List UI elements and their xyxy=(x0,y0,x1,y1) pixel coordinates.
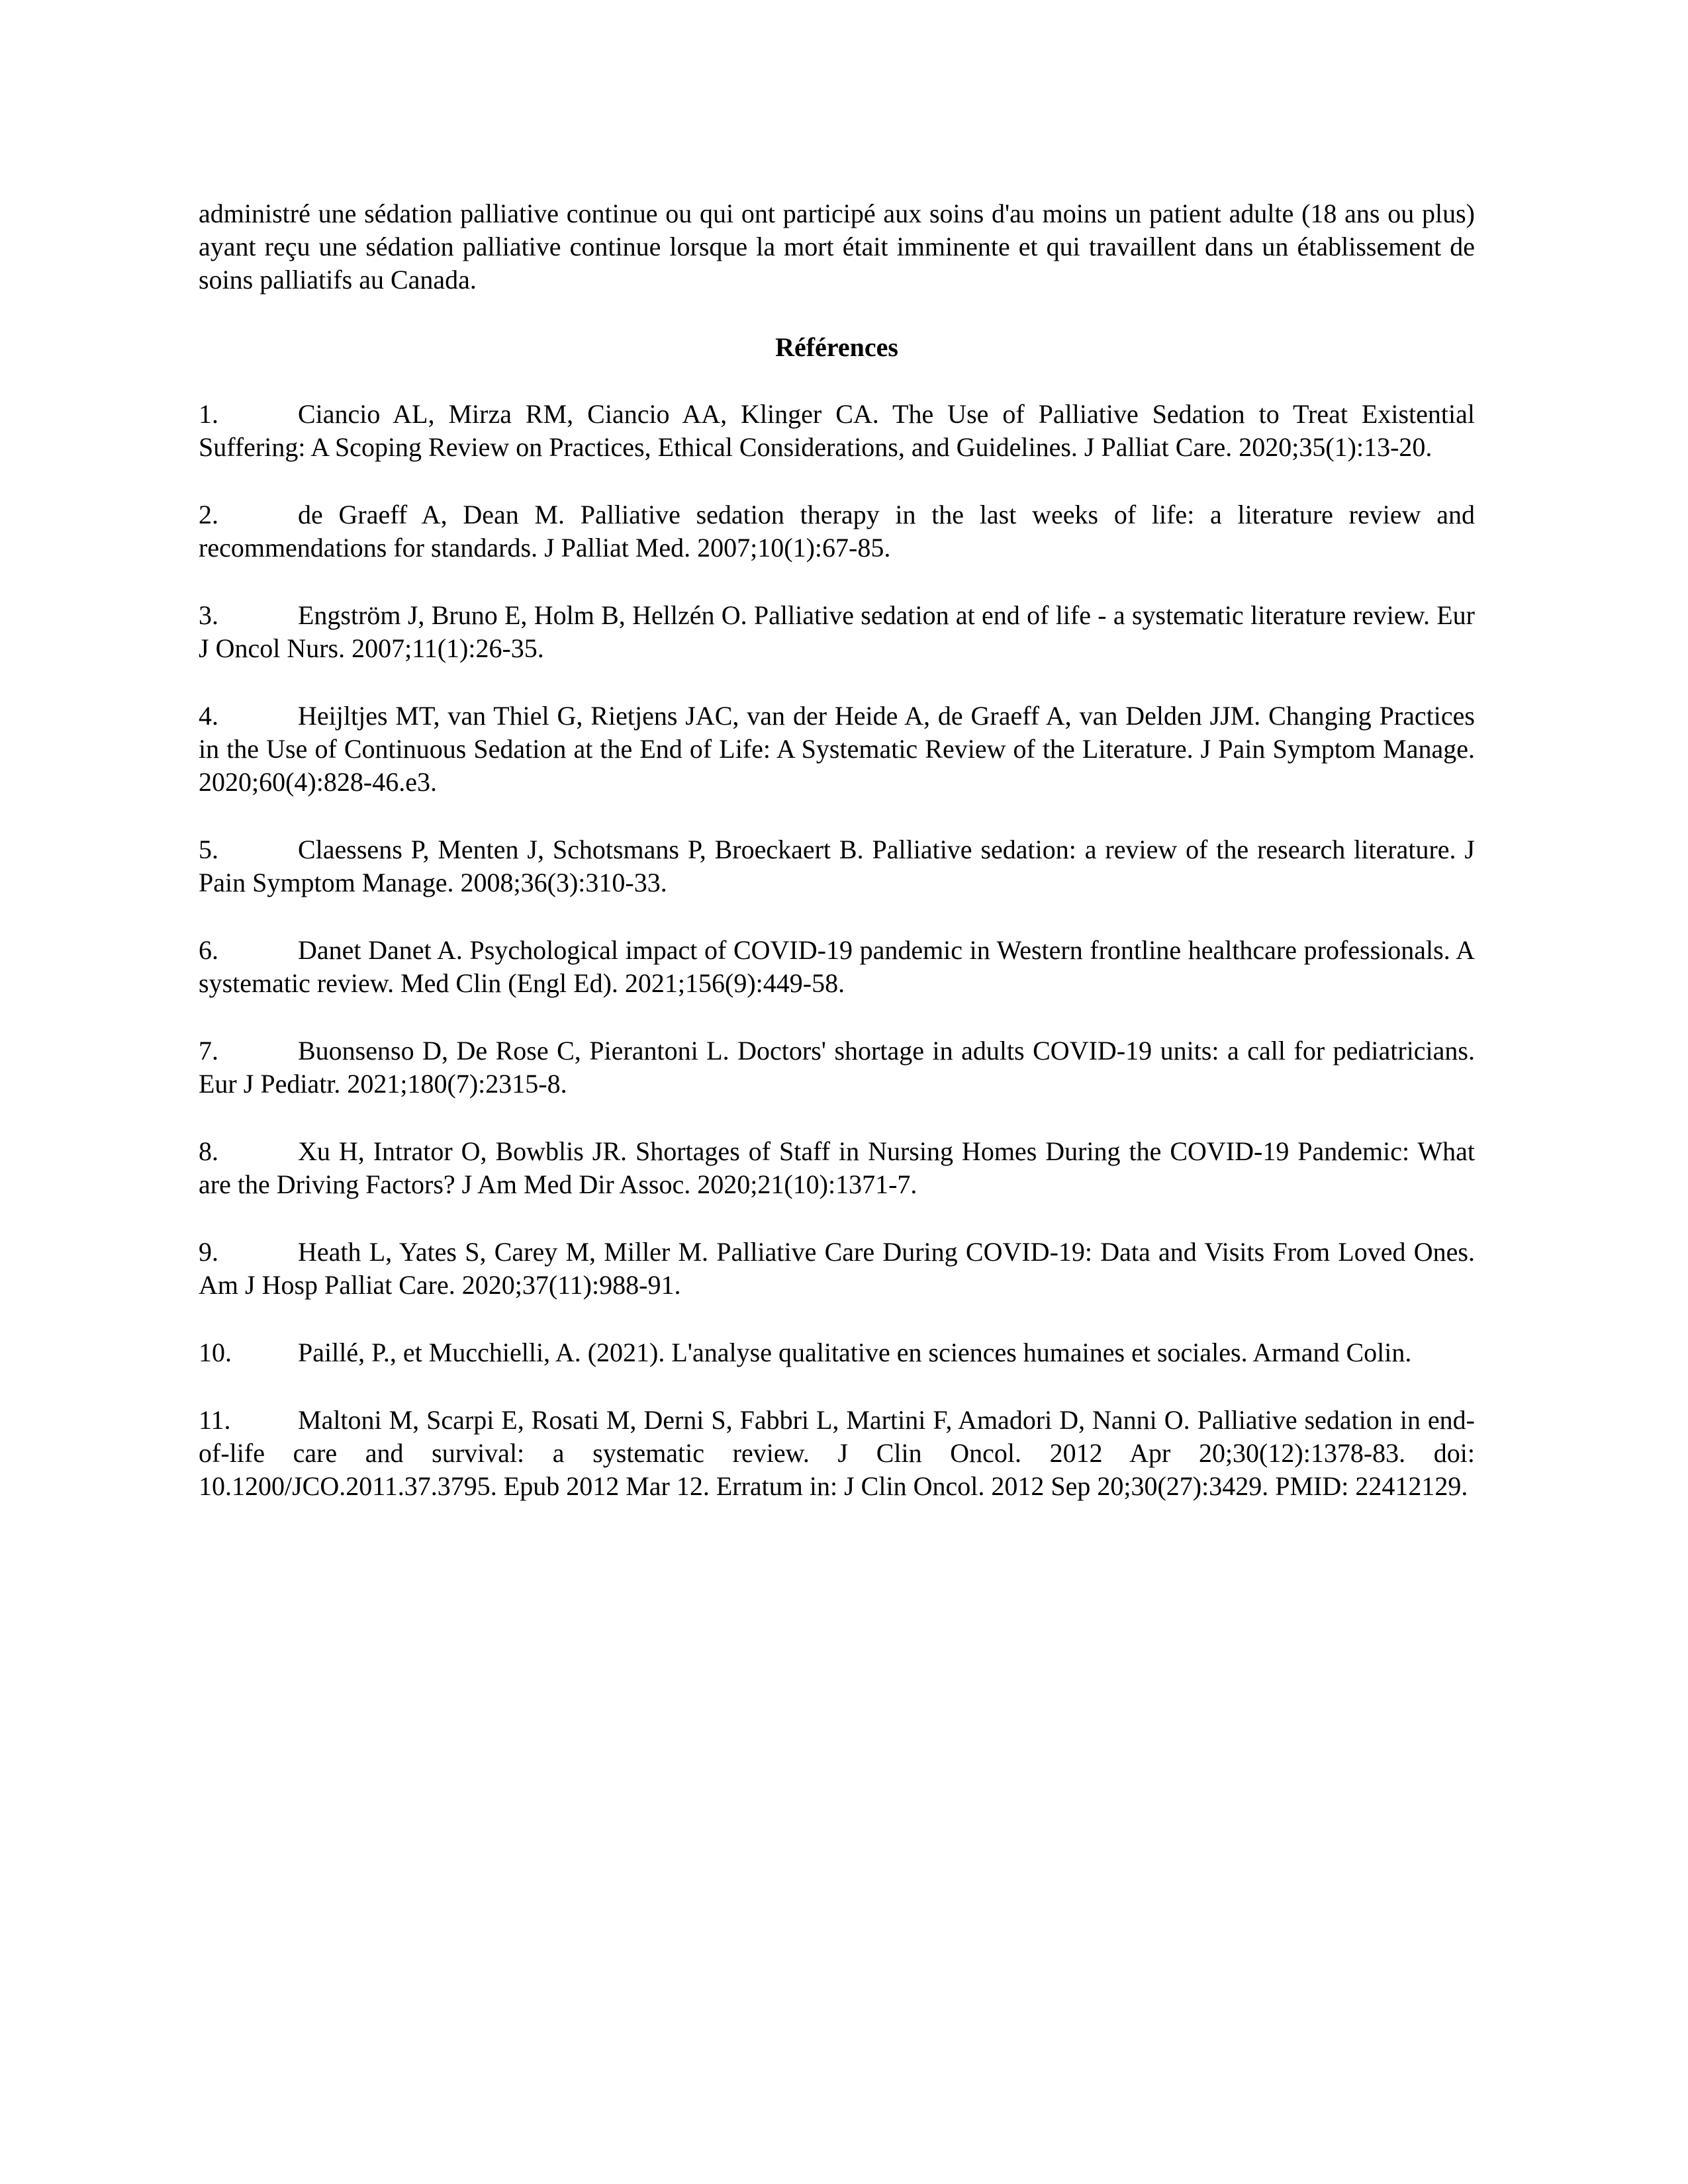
reference-item xyxy=(199,700,1475,799)
reference-text: Ciancio AL, Mirza RM, Ciancio AA, Klinger CA. The Use of Palliative Sedation to Treat Existential Suffering: A Scoping Review on Practices, Ethical Considerations, and Guidelines. J Palliat Care. 2020;35(1):13-20. xyxy=(199,399,1475,462)
references-list xyxy=(199,398,1475,1503)
intro-paragraph: administré une sédation palliative continue ou qui ont participé aux soins d'au moins un patient adulte (18 ans ou plus) ayant reçu une sédation palliative continue lorsque la mort était imminente et qui travaillent dans un établissement de soins palliatifs au Canada. xyxy=(199,199,1475,295)
reference-item xyxy=(199,398,1475,464)
reference-number: 7. xyxy=(199,1036,218,1066)
references-heading: Références xyxy=(775,332,898,362)
reference-text: Maltoni M, Scarpi E, Rosati M, Derni S, Fabbri L, Martini F, Amadori D, Nanni O. Palliative sedation in end-of-life care and survival: a systematic review. J Clin Oncol. 2012 Apr 20;30(12):1378-83. doi: 10.1200/JCO.2011.37.3795. Epub 2012 Mar 12. Erratum in: J Clin Oncol. 2012 Sep 20;30(27):3429. PMID: 22412129. xyxy=(199,1405,1475,1501)
reference-text: Danet Danet A. Psychological impact of COVID-19 pandemic in Western frontline healthcare professionals. A systematic review. Med Clin (Engl Ed). 2021;156(9):449-58. xyxy=(199,935,1475,998)
reference-number: 11. xyxy=(199,1405,231,1435)
reference-number: 2. xyxy=(199,500,218,529)
reference-number: 1. xyxy=(199,399,218,429)
reference-number: 3. xyxy=(199,600,218,630)
reference-item xyxy=(199,1236,1475,1302)
reference-number: 10. xyxy=(199,1338,232,1367)
reference-item xyxy=(199,599,1475,665)
reference-number: 5. xyxy=(199,835,218,864)
reference-text: de Graeff A, Dean M. Palliative sedation therapy in the last weeks of life: a literature review and recommendations for standards. J Palliat Med. 2007;10(1):67-85. xyxy=(199,500,1475,563)
reference-text: Heath L, Yates S, Carey M, Miller M. Palliative Care During COVID-19: Data and Visits From Loved Ones. Am J Hosp Palliat Care. 2020;37(11):988-91. xyxy=(199,1237,1475,1300)
reference-number: 4. xyxy=(199,701,218,731)
reference-item xyxy=(199,1336,1475,1369)
reference-text: Paillé, P., et Mucchielli, A. (2021). L'analyse qualitative en sciences humaines et sociales. Armand Colin. xyxy=(298,1338,1412,1367)
reference-number: 9. xyxy=(199,1237,218,1267)
reference-text: Claessens P, Menten J, Schotsmans P, Broeckaert B. Palliative sedation: a review of the research literature. J Pain Symptom Manage. 2008;36(3):310-33. xyxy=(199,835,1475,897)
reference-item xyxy=(199,934,1475,1000)
reference-item xyxy=(199,1404,1475,1503)
reference-text: Engström J, Bruno E, Holm B, Hellzén O. Palliative sedation at end of life - a systematic literature review. Eur J Oncol Nurs. 2007;11(1):26-35. xyxy=(199,600,1475,663)
reference-text: Heijltjes MT, van Thiel G, Rietjens JAC, van der Heide A, de Graeff A, van Delden JJM. Changing Practices in the Use of Continuous Sedation at the End of Life: A Systematic Review of the Literature. J Pain Symptom Manage. 2020;60(4):828-46.e3. xyxy=(199,701,1475,797)
reference-number: 6. xyxy=(199,935,218,965)
reference-item xyxy=(199,498,1475,565)
reference-text: Buonsenso D, De Rose C, Pierantoni L. Doctors' shortage in adults COVID-19 units: a call for pediatricians. Eur J Pediatr. 2021;180(7):2315-8. xyxy=(199,1036,1475,1099)
reference-item xyxy=(199,1135,1475,1201)
document-page xyxy=(199,197,1475,1537)
reference-text: Xu H, Intrator O, Bowblis JR. Shortages of Staff in Nursing Homes During the COVID-19 Pandemic: What are the Driving Factors? J Am Med Dir Assoc. 2020;21(10):1371-7. xyxy=(199,1136,1475,1199)
reference-item xyxy=(199,1034,1475,1101)
reference-number: 8. xyxy=(199,1136,218,1166)
reference-item xyxy=(199,833,1475,899)
